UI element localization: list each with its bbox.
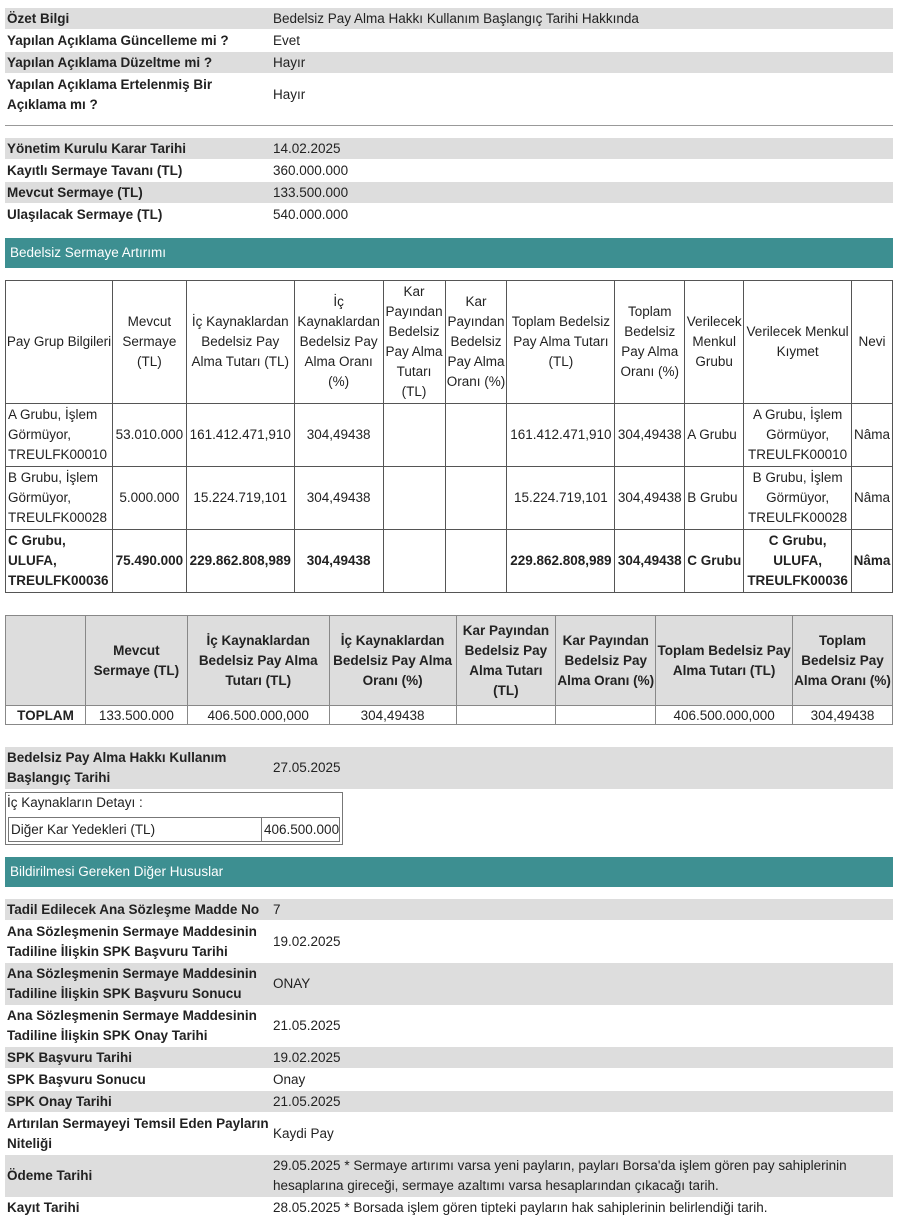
- divider: [5, 125, 893, 126]
- column-header: Nevi: [852, 281, 893, 404]
- table-row: [6, 530, 893, 593]
- cell: [445, 404, 507, 467]
- column-header: Toplam Bedelsiz Pay Alma Tutarı (TL): [507, 281, 615, 404]
- cell: 304,49438: [615, 404, 685, 467]
- column-header: Kar Payından Bedelsiz Pay Alma Oranı (%): [445, 281, 507, 404]
- section-header-other: Bildirilmesi Gereken Diğer Hususlar: [5, 857, 893, 887]
- column-header: İç Kaynaklardan Bedelsiz Pay Alma Tutarı (TL): [186, 281, 294, 404]
- column-header: İç Kaynaklardan Bedelsiz Pay Alma Oranı (%): [294, 281, 383, 404]
- cell: 304,49438: [329, 706, 456, 725]
- table-header-row: [6, 281, 893, 404]
- field-value: 28.05.2025 * Borsada işlem gören tipteki payların hak sahiplerinin belirlendiği tarih.: [273, 1199, 768, 1215]
- field-label: Bedelsiz Pay Alma Hakkı Kullanım Başlangıç Tarihi: [7, 750, 227, 785]
- cell: A Grubu: [685, 404, 744, 467]
- column-header: Mevcut Sermaye (TL): [85, 616, 187, 706]
- field-label: Yapılan Açıklama Ertelenmiş Bir Açıklama mı ?: [7, 77, 213, 112]
- cell: [445, 467, 507, 530]
- cell: 161.412.471,910: [507, 404, 615, 467]
- column-header: Verilecek Menkul Grubu: [685, 281, 744, 404]
- field-value: 19.02.2025: [273, 934, 341, 949]
- column-header: Pay Grup Bilgileri: [6, 281, 113, 404]
- column-header: İç Kaynaklardan Bedelsiz Pay Alma Oranı (%): [329, 616, 456, 706]
- other-row: [5, 1197, 893, 1218]
- field-value: Onay: [273, 1071, 306, 1087]
- cell: C Grubu, ULUFA, TREULFK00036: [6, 530, 113, 593]
- cell: Nâma: [852, 467, 893, 530]
- cell: 406.500.000,000: [187, 706, 329, 725]
- table-row: [6, 404, 893, 467]
- field-value: 21.05.2025: [273, 1093, 341, 1109]
- cell: B Grubu, İşlem Görmüyor, TREULFK00028: [6, 467, 113, 530]
- field-value: 29.05.2025 * Sermaye artırımı varsa yeni payların, payları Borsa'da işlem gören pay sahiplerinin hesaplarına gireceği, sermaye azaltımı varsa hesaplarından çıkacağı tarih.: [273, 1158, 847, 1193]
- field-label: SPK Onay Tarihi: [7, 1093, 112, 1109]
- field-value: Hayır: [273, 54, 306, 70]
- detail-label: Diğer Kar Yedekleri (TL): [9, 818, 262, 841]
- cell: 229.862.808,989: [507, 530, 615, 593]
- cell: C Grubu, ULUFA, TREULFK00036: [744, 530, 852, 593]
- column-header: Mevcut Sermaye (TL): [112, 281, 186, 404]
- cell: 304,49438: [294, 530, 383, 593]
- field-label: Ana Sözleşmenin Sermaye Maddesinin Tadiline İlişkin SPK Başvuru Tarihi: [7, 924, 257, 959]
- other-row: [5, 1155, 893, 1197]
- field-label: Ana Sözleşmenin Sermaye Maddesinin Tadiline İlişkin SPK Onay Tarihi: [7, 1008, 257, 1043]
- cell: 161.412.471,910: [186, 404, 294, 467]
- field-label: Yapılan Açıklama Güncelleme mi ?: [7, 32, 229, 48]
- internal-sources-detail: [5, 792, 343, 845]
- column-header: İç Kaynaklardan Bedelsiz Pay Alma Tutarı (TL): [187, 616, 329, 706]
- field-label: Tadil Edilecek Ana Sözleşme Madde No: [7, 901, 260, 917]
- other-row: [5, 1091, 893, 1112]
- detail-title: İç Kaynakların Detayı :: [7, 795, 143, 810]
- column-header: [6, 616, 86, 706]
- cell: 5.000.000: [112, 467, 186, 530]
- pay-group-table: [5, 280, 893, 593]
- column-header: Toplam Bedelsiz Pay Alma Oranı (%): [793, 616, 893, 706]
- cell: A Grubu, İşlem Görmüyor, TREULFK00010: [744, 404, 852, 467]
- cell: [383, 467, 445, 530]
- capital-row: [5, 204, 893, 225]
- cell: 229.862.808,989: [186, 530, 294, 593]
- field-value: ONAY: [273, 976, 311, 991]
- cell: B Grubu: [685, 467, 744, 530]
- summary-row: [5, 30, 893, 51]
- cell: 15.224.719,101: [507, 467, 615, 530]
- cell: [445, 530, 507, 593]
- cell: [556, 706, 656, 725]
- field-value: 21.05.2025: [273, 1018, 341, 1033]
- cell: Nâma: [852, 530, 893, 593]
- field-label: SPK Başvuru Sonucu: [7, 1071, 146, 1087]
- totals-row: [6, 706, 893, 725]
- cell: 304,49438: [615, 467, 685, 530]
- field-label: Kayıtlı Sermaye Tavanı (TL): [7, 162, 183, 178]
- cell: 75.490.000: [112, 530, 186, 593]
- column-header: Kar Payından Bedelsiz Pay Alma Tutarı (TL): [456, 616, 556, 706]
- field-label: Kayıt Tarihi: [7, 1199, 80, 1215]
- other-row: [5, 1047, 893, 1068]
- section-header-bedelsiz: Bedelsiz Sermaye Artırımı: [5, 238, 893, 268]
- field-value: Kaydi Pay: [273, 1126, 334, 1141]
- capital-row: [5, 160, 893, 181]
- field-label: SPK Başvuru Tarihi: [7, 1049, 133, 1065]
- column-header: Toplam Bedelsiz Pay Alma Oranı (%): [615, 281, 685, 404]
- field-label: Yönetim Kurulu Karar Tarihi: [7, 140, 187, 156]
- cell: 406.500.000,000: [656, 706, 793, 725]
- field-value: 540.000.000: [273, 206, 349, 222]
- field-label: Mevcut Sermaye (TL): [7, 184, 143, 200]
- cell: [383, 404, 445, 467]
- field-value: 133.500.000: [273, 184, 349, 200]
- field-label: Ana Sözleşmenin Sermaye Maddesinin Tadiline İlişkin SPK Başvuru Sonucu: [7, 966, 257, 1001]
- cell: 53.010.000: [112, 404, 186, 467]
- cell: A Grubu, İşlem Görmüyor, TREULFK00010: [6, 404, 113, 467]
- cell: C Grubu: [685, 530, 744, 593]
- field-label: Ulaşılacak Sermaye (TL): [7, 206, 163, 222]
- cell: B Grubu, İşlem Görmüyor, TREULFK00028: [744, 467, 852, 530]
- summary-row: [5, 74, 893, 116]
- summary-row: [5, 52, 893, 73]
- start-date-row: [5, 747, 893, 789]
- table-row: [6, 467, 893, 530]
- cell: [383, 530, 445, 593]
- table-header-row: [6, 616, 893, 706]
- cell: 15.224.719,101: [186, 467, 294, 530]
- field-value: Bedelsiz Pay Alma Hakkı Kullanım Başlangıç Tarihi Hakkında: [273, 10, 639, 26]
- other-row: [5, 1113, 893, 1155]
- cell: TOPLAM: [6, 706, 86, 725]
- cell: 304,49438: [615, 530, 685, 593]
- detail-row: [8, 817, 340, 842]
- field-value: 14.02.2025: [273, 140, 341, 156]
- cell: 304,49438: [793, 706, 893, 725]
- field-value: 19.02.2025: [273, 1049, 341, 1065]
- column-header: Toplam Bedelsiz Pay Alma Tutarı (TL): [656, 616, 793, 706]
- cell: Nâma: [852, 404, 893, 467]
- field-label: Özet Bilgi: [7, 10, 70, 26]
- column-header: Verilecek Menkul Kıymet: [744, 281, 852, 404]
- field-value: Evet: [273, 32, 301, 48]
- cell: 304,49438: [294, 404, 383, 467]
- field-label: Yapılan Açıklama Düzeltme mi ?: [7, 54, 213, 70]
- cell: 133.500.000: [85, 706, 187, 725]
- other-row: [5, 1005, 893, 1047]
- field-label: Artırılan Sermayeyi Temsil Eden Payların Niteliği: [7, 1116, 269, 1151]
- detail-value: 406.500.000: [264, 822, 340, 837]
- other-row: [5, 1069, 893, 1090]
- column-header: Kar Payından Bedelsiz Pay Alma Tutarı (TL): [383, 281, 445, 404]
- other-row: [5, 921, 893, 963]
- totals-table: [5, 615, 893, 725]
- field-label: Ödeme Tarihi: [7, 1168, 93, 1183]
- column-header: Kar Payından Bedelsiz Pay Alma Oranı (%): [556, 616, 656, 706]
- field-value: 27.05.2025: [273, 760, 341, 775]
- field-value: 7: [273, 901, 281, 917]
- capital-row: [5, 182, 893, 203]
- other-row: [5, 899, 893, 920]
- field-value: 360.000.000: [273, 162, 349, 178]
- capital-row: [5, 138, 893, 159]
- cell: 304,49438: [294, 467, 383, 530]
- cell: [456, 706, 556, 725]
- field-value: Hayır: [273, 87, 306, 102]
- summary-row: [5, 8, 893, 29]
- other-row: [5, 963, 893, 1005]
